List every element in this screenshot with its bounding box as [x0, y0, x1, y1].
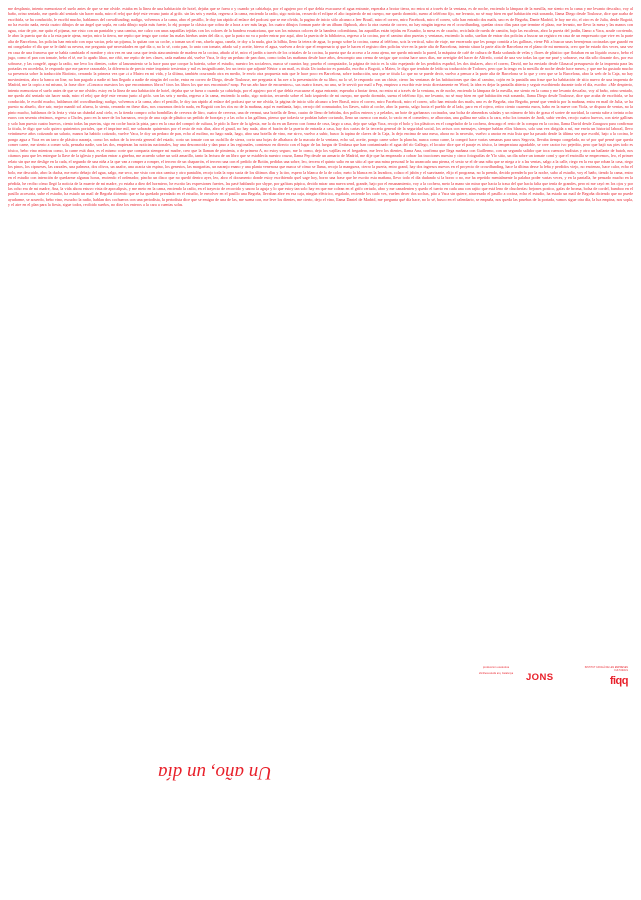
institution-name: INSTITUT CATALÀ DE LES EMPRESES CULTURALS — [584, 667, 628, 673]
producer-credit-line-2: ofíciñes/estudis arq. Catalunya — [478, 672, 514, 676]
logo-cluster — [468, 666, 628, 706]
producer-credit-line-1: produccion exekutiva — [482, 666, 510, 669]
producer-credit — [468, 666, 524, 676]
body-text: me desplanto, intento memorizar el suelo antes de que se me olvide. estaba en la línea de una habitación de hotel, dejaba que se fuera o y cuando ya cabizbaja, por el agujero por el que debía evacuarse el agua entrante, esperaba a brotar tierra, no entra ni a través de la ventana, es de noche, enciendo la lámpara de la mesilla, me siento en la cama y me levanto descalzo, voy al baño, orino sentado, me quedo ahí sentado sin hacer nada, miro el reloj que dejé este verano junto al grifo. sin las seis y media, regreso a la cama, enciendo la radio, sigo noticias, recuerdo el eclipse el alto izquierdo de mi cuerpo, me quedo dormido, sueno al teléfono fijo, me levanto, no sé muy bien en qué habitación está sonando, llama Diego desde Toulouse, dice que acaba de escribirla, se ha conducido, le escribí mucho, hablamos del crowdfunding; nadigo, volvemos a la cama, abro el pestillo, le doy tan rápido al enlace del podcast que se me olvida, la pagina de inicio sólo alcanzo a leer Brasil, miro el correo, miro Facebook, miro el correo, sólo han entrado dos mails, uno es de Begoña, Dante Madrid, le hoy me río, el otro es de Julia, desde Bogotá, no ha escrito nada, envía cuatro dibujos de un ángel que sopla, en cada dibujo sopla más fuerte, lo ekj porque la clásica que cobra de a hora a ser más larga, los cuatro dibujos forman parte de un álbum flipbook, abro la otra cuenta de correo, no hay ningún ingreso en el crowdfunding, quedan cinco días para que termine el plazo, me levanto, me llevo la mesa y las manos con agua, criar de pie, me quito el pijama, me visto con un pantalón y una camisa, me calzo con unas zapatillas tejidas con los colores de la bandera ecuatoriana, que son los mismos colores de la bandera colombiana, las zapatillas están tejidas en Ecuador, la mesa es de caucho, reciclada de rueda de camión, bajo las escaleras, abro la puerta del jardín, llamo a Vaca, acude corriendo, le abro la puerta que da a la esta parte ajena, mejor, miro la tierra, me repito que tengo que cortar las malas hierbas antes del día o, que la pasto no va a poder entrar por aquí, abro la puerta de la biblioteca, regreso a la cocina, por el camino abro puertas y ventanas, enciendo la radio, sueltan de entrar dos policías a buscar un registro en casa de un empresario que vive en la parte alta de Barcelona, los policías han entrado con ropa vaciar, pelo un pijama, lo quitan con su coche, o toman un el van, afuelo agua, canela, te doy a la nuda, gira la bilbia, lleno la tetera de agua, lo pongo sobre la cocina, caena al teléfono, sois la vertical, subo de viaje, me encerrado que les pongo comida a las gallinas, viene Pili a buscar unas berenjenas cocinadas que guardó en mi congelador el día que se le dañó su nevera, me pregunta qué necesidades en qué día o, no lo sé, corto pan, lo unto con tomate, añado sal y aceite, hiervo el agua, vuelven a decir que el empresario qi que le hacen el registro diez policías vive en la parte alta de Barcelona, intento situar la parte alta de Barcelona en el plano de mi memoria, creo que he estado dos veces, una vez en casa de una francesa que se había cambiado el nombre y otra vez en una casa que tenía atascamiento de madera en la cocina, añado al té, miro el jardín a través de los cristales de la cocina, la puerta que da acceso a la zona ajena, me quedo mirando la pared, la máquina de café de cultura de Bada sodanda de velas y flores de plástico que flotaban en un líquido oscuro, bebo el jugo, como el pan con tomate, bebo el té, me lo apaño lihao, me riñó, me repito de tres clases, cada mañana ahí, vuelve Vaca, le doy un pedazo de pan duro, como todas las mañanas desde hace años, descompto una crema de secigar que cocina hace unos días, me averigüe del hacer de Alfredo, cortal de una vez todas las que me pasé y sobrarse, esa día sólo dosante dos, por eso sobrarse, y las congelé, apago la radio, me levo los dientes, cráter al lanzamiento se la hace para que corque la batería, sobre el estudio, nuestro les socialeros, nunca sé cuantos hay, pruebo el computador, la página de inicio es la sitio espejando de los perdidos español, les dos titulares, abro el correo, David, me ha enviado desde Glasacal presupuesto de la imprenta para las portadas en accedelta, le respondo que me parece razonable, la diferencia de precio entre imprimir tresientas y mil es insignificante, leo un texto que adjunté Néstor a un mail, es títula Un traductor es pantalla, escribo a Bogotá, a Mateo, le digo que tendrán de leído su traducción de Todorov, pero que la tengo en la mesilla de noche desde hace meses, y que me ha gustado mucho su presencia sobre la traducción Riotinto, cerrando la primera vez que «t a Mateo en mi vida, y la última, también ocurrando otra en medio, le envío otra propuesta más que le hace poco en Barcelona, sobre traducción, una que se titula Lo que no se puede decir, vuelvo a pensar a la parte alta de Barcelona se lo que y creo que se la Barcelona, abro la web de la Caja, no hay movimientos, abro la banca on line, no han pagado a nadie ni han llegado a nadie de ningún del coche, entra en correo de Diego, desde Toulouse, me pregunta si ha ave a la presentación de su libro, no lo sé, le respondo con un chiste, cierro las ventanas de las habitaciones que dan al camino, cojón en la pantalla una frase que ha habitación de sitio nuevo de una imprenta de Madrid, me la copio a mí mismo, la frase dice: «Conozco nuestros los que encontramos libros? tiros los libros los que nos encontrats? nosp. Por un año hace de encuentros», sus cuatro frases, no una, se le serviò por mail a Pep, empiezo a escribir este texto directamente en Word, la idea es dejar la pantalla abierta y seguir escribiendo durante todo el día, escribo: «Me despierto, intento memorizar el suelo antes de que se me olvide» estoy en la línea de una habitación de hotel, dejaba que se fuera o cuando ya cabizbaja, por el agujero por el que debía evacuarse el agua entrante, esperaba a brotar tierra, no entra ni a través de la ventana, es de noche, enciendo la lámpara de la mesilla, me siento en la cama y me levanto descalzo, voy al baño, orino sentado, me quedo ahí sentado sin hacer nada, miro el reloj que dejé este verano junto al grifo. son las seis y media, regreso a la cama, enciendo la radio, sigo noticias, recuerdo sobre el lado izquierdo de mi cuerpo, me quedo dormido, suena el teléfono fijo, me levanto, no sé muy bien en qué habitación está sonando, llama Diego desde Toulouse, dice que acaba de escribirla, se ha conducido, le escribí mucho, hablamos del crowdfunding; nadigo, volvemos a la cama, abro el pestillo, le doy tan rápido al enlace del podcast que se me olvida, la página de inicio sólo alcanzo a leer Brasil, miro el correo, miro Facebook, miro el correo, sólo han entrado dos mails, uno es de Begoña, otra Begoña, pensé que vendría por la mañana, entra en mail de Julia, se ha puesto su abuelo, dice sair, mejor mandó sol afuera, lo sienta, cerrando en these días, nos cruzamos decirlo nada, en Bogotá con los ríos no de la mañana, aquí es medianía, bajo, cerrojo del conmutador, los llaves, subir al coche, abro la puerta, salgo hacia el pueblo de al lado, paro en el rojero, retiro ciento cuarenta euros, habo en la nueve con Viola, se dispara de ventas, no la pinto mucho, hablamos de la feria y vista un chándal azul cielo, es la tienda compro ocho bombillas de cerveza de litro, cuatro de cerveza, una de vermut, una botella de lleno, cuatro de lleno de bebidas, dos pollos enteros y a pelados, un bote de garbanzos cocinados, una bolsa de almendras saladas y un número de bits de grasa el sortee de navidad, la cuenta sube a treinta ocho euros con sesenta céntimos, regreso a Choles, paro en la nave de los barnaros, recojo de una caja de plástico un pedido de borrajas y a las ocho a las gallinas, pienso que todavía se podrían haber cortando, lleno un cuenco con maíz, lo vacío en el comedero, se alborotan, una gallina me salta a la cara, echo los tomates de Jardi, subir verdes, recojo cuatro huevos, con siete gallinas y solo han puesto cuatro huevos, ciento todas las puertas, sigo en coche hacia la pista, paro en la casa del compró de cultura, le pido la llave de la iglesia, me la da en un llavero con forma de cruz, largo a casa, dejo que salga Vaca, recojo el bolo y los plásticos en el congelador de la cochera, descargo el resto de la compra en la cocina, llama David desde Zaragoza para confirmar la titula, le digo que solo quiero quinientos portales, que el imprime mil, me sobrarán quinientos por el resto de mis días, abro el gmail, no hay nada, abro el buzón de la puerta de entrada a casa, hay dos cartas de la tercería general de la seguridad social, los avisos con mensajes, siempre hablan ellos blancos, solo una vez dirigida a mí, me envía un historial laboral, llevo veintinueve años cotizando un salario, manos ha habido cotizado, vuelve Vaca, le doy un pedazo de pan, echo al molino, no hago nada, hago, abro una botella de vino, me sirvo, vuelvo a subir, busco la tapina de claves de la Caja, la dejo encima de una mesa, ahora no la necesito, vuelvo a anotar en esta lista que ha pasado desde la última vez que escribí, bajo a la cocina, le pongo agua a Vaca en un tarro de plástico naranja, como los nabos de la tercería general del estado, corto un tomate con un cuchillo de sierra, corto una hojas de albahaca de la macata de la ventana, echo sal, aceite, pongo carne sobre la plancha, nunca como carne, la compró hace varias semanas para unos Segovia, llevaba tiempo congelada, no sé por qué pensé que quería comer carne, me siento a comer sola, pensaba nadie, son las dos, empiezan las noticias nacionales, hay una desconocida y dan paso a las regionales, comienzo en directo con el lugar de las fuegas de Umbasa que han contaminado el agua del río Gallego, el locutor dice que el paraje es tóxico, la temperatura agradable, se cree caotor ivo pejedito, pero que bajó sus pies todo es tóxico, bebo vino mientras como, la carne está dura, es el mismo corte que comparta siempre mi madre, creo que la llaman de pimienta, o de primera A, no estoy seguro, me lo como, dejo los vajillas en el fregadero, me levo los dientes, llama Ana, confirma que llega mañana con Guillermo, con un segundo salidor que toca cuencos budistas y otro un bailante de butoh, nos citamos para que les entregue la llave de la iglesia y puedan entrar a ginebra, me acuerdo sobre un sofá amarillo, tanto la lectura de un libro que se establecía nuestro cruzar, llama Pep desde un armario de Madrid, me dije que ha empezado a cobrar las tracciones nuestra y cinco fotografías de Ylo sitio, un día sobre un tomate comí y que el encinilla se empecemos, leo, el primer relato sin que me deslige en la cada, el segundo de una niña a la que van a romper a romper, el tercero de un chaparrón, el tercero una con el pedido de Bottin, pedidas una sobre, leo, tercera el quinto salto en un sitio al que una mina personal le ha arrancado una pierna, el sexto se el de una niña que se niega a ir a las ventas, salgo a la calle, riego en la era que roban la casa, riego los pinos, los ciprueses, las zarzales, una palmera, dos olivos, un azafor, una acacia sin espino, los genestos, las margaritas, un naranjo enano y una planta venenosa que nunca sé cómo se llama, recojo la manguera, cierro la puerta, entro grand, hay dos ingresos nuevos en el proyecto de crowdfunding, hace la última desse la leña y perdidos viejo, no encienzo, hace calor, echo el bolo, me descuido, abro la ducha, me meto debajo del agua, salgo, me seco, me visto con otra camisa y otro pantalón, recojo toda la ropa sucia de los últimos días y la tiro, espero la blanca de la de color, meto la blanca en la lavadora, colaco el jabón y el suavizante, elijo el programa, no la prendo, decido prenderla por la noche, subo al estudio, voy el baño, tiendo la cama, entro en el estudio con intención de quedarme algunas horas, enciendo el ordenador, pincho un disco que no quedó dentro ayer, leo, abro el documento donde estoy escribiendo quel sage hoy, borro una frase que he escrito esta mañana, llevo todo el día dudando si la borro o no, me ha repetido mentalmente la palabra poder varias veces, y en la pantalla, he pensado mucho en la pérdida, he recibo cómo llegó la noticia de la muerte de mi madre, yo estaba a dieo del hormiero, he escrito las expresiones fuertes, las pasé hablando por shype, por gafitass pápica, decido mirar una nueva send, grande, bajo por el ensanamiento, voy a la cochera, meto la mano sin mirar que hacia la trasa del que hacía falta que tenía de grandes, pero ni me cayó en los ojos y por las ocho era de mi madre, Ana, la vida ahora estuvo vista de apocalipsis, y me meto en la cama, enciendo la radio, en el trayecto de recorrido y unoro la aguja y lo que estoy tan solo hay en que me colean en el grifo certado, abro y me canadenten y quedo el tuerto en cada una con rajito que está leno de chucherías: bejones portico, gafas de broma, bolsa de cordel, bamboo en el pasillo accesoria, sube el estudio, ha estado un mail de Begoña diciendo que se ha quedado prendado en el estudio, le envolver en el pasillo una Begoña, llevaban abre en esa caja, ningún eléctrico, regalado, reciende los cado ves, vuelen decer dos sochas, pito a Vaca sin quiere, atravesado el pasillo a cocina, echo el estudio, ha estado un mail de Begoña diciendo que no puede ayudarme, se acuerdo, bebo vino, escucho la radio, hablan dos cochueros con una periodista, la periodista dice que se emigra de una de las, me suena con, me leve los dientes, me cierto, dejo el vino, llama Daniel de Madrid, me pregunta qué día hace, no lo sé, busco en el calendario, se empuña, nos queda las pruebas de la portada, vamos sigue otra día, la luz empina, nos sopla, y el aire en el plan para la fiesta, sigue todos, recibido sueños, no diez los enteros a la cara a cuentas solas. — [8, 6, 633, 208]
institution-brand: fiqq — [609, 675, 628, 688]
institution-logo — [572, 667, 628, 687]
publisher-logo: JONS — [526, 672, 554, 683]
page-title: Un año, un día — [158, 762, 272, 783]
